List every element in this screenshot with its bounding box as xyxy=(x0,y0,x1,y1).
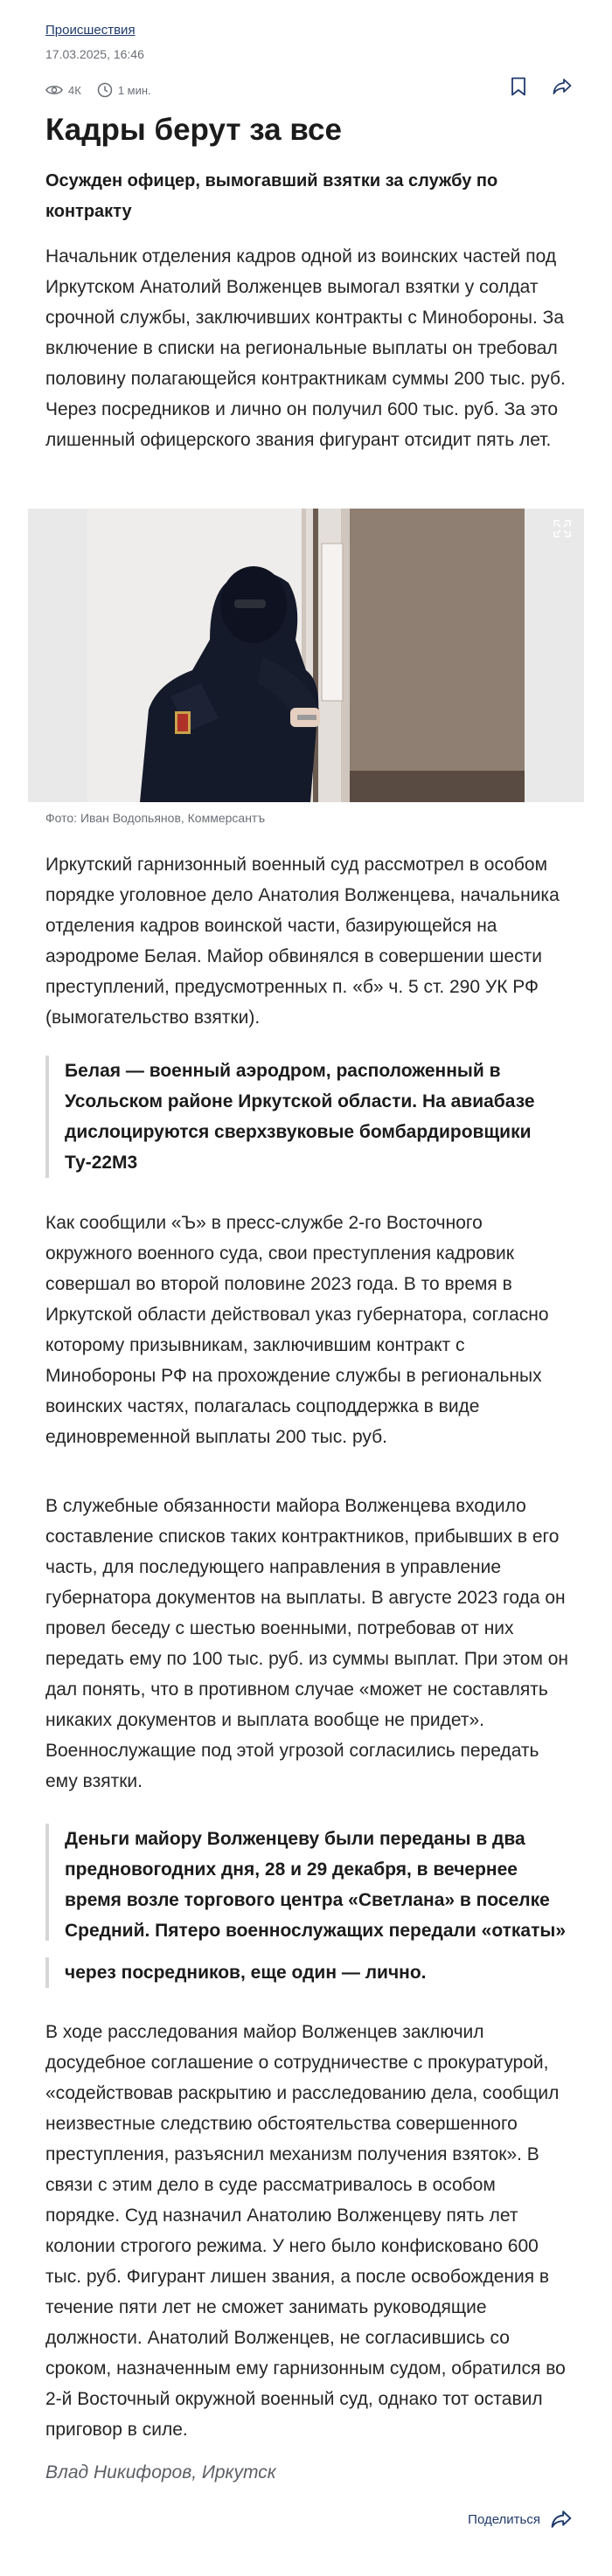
read-time-value: 1 мин. xyxy=(117,83,151,97)
share-button[interactable] xyxy=(468,2510,572,2529)
quote-block-1: Белая — военный аэродром, расположенный в Усольском районе Иркутской области. На авиабазе дислоцируются сверхзвуковые бомбардировщики Ту-22М3 xyxy=(45,1056,570,1178)
expand-icon xyxy=(553,519,572,538)
bookmark-icon xyxy=(511,77,526,96)
article-photo[interactable] xyxy=(28,509,584,802)
article-title: Кадры берут за все xyxy=(45,113,342,147)
article-stats xyxy=(45,82,167,98)
share-label: Поделиться xyxy=(468,2511,540,2527)
bookmark-button[interactable] xyxy=(511,77,526,96)
quote-block-2 xyxy=(45,1824,570,1941)
photo-caption: Фото: Иван Водопьянов, Коммерсантъ xyxy=(45,811,266,825)
views-value: 4К xyxy=(68,83,81,97)
share-top-button[interactable] xyxy=(553,78,572,95)
quote-2-repeat-text: через посредников, еще один — лично. xyxy=(65,1963,427,1983)
clock-icon xyxy=(97,82,113,98)
share-icon xyxy=(551,2510,572,2529)
article-tools xyxy=(484,77,572,96)
read-time xyxy=(97,82,151,98)
article-lead: Начальник отделения кадров одной из воинских частей под Иркутском Анатолий Волженцев вымогал взятки у солдат срочной службы, заключивших контракты с Минобороны. За включение в списки на региональные выплаты он требовал половину полагающейся контрактникам суммы 200 тыс. руб. Через посредников и лично он получил 600 тыс. руб. За это лишенный офицерского звания фигурант отсидит пять лет. xyxy=(45,246,566,450)
share-icon xyxy=(553,78,572,95)
views-counter xyxy=(45,84,81,97)
photo-illustration xyxy=(87,509,525,802)
paragraph-1: Иркутский гарнизонный военный суд рассмотрел в особом порядке уголовное дело Анатолия Волженцева, начальника отделения кадров воинской части, базирующейся на аэродроме Белая. Майор обвинялся в совершении шести преступлений, предусмотренных п. «б» ч. 5 ст. 290 УК РФ (вымогательство взятки). xyxy=(45,855,560,1028)
quote-block-2-continued xyxy=(45,1957,570,1988)
eye-icon xyxy=(45,84,63,96)
article-subtitle: Осужден офицер, вымогавший взятки за службу по контракту xyxy=(45,171,498,221)
paragraph-3: В служебные обязанности майора Волженцева входило составление списков таких контрактников, прибывших в его часть, для последующего направления в управление губернатора документов на выплаты. В августе 2023 года он провел беседу с шестью военными, потребовав от них передать ему по 100 тыс. руб. из суммы выплат. При этом он дал понять, что в противном случае «может не составлять никаких документов и выплата вообще не придет». Военнослужащие под этой угрозой согласились передать ему взятки. xyxy=(45,1496,569,1791)
publish-date: 17.03.2025, 16:46 xyxy=(45,47,144,61)
paragraph-2: Как сообщили «Ъ» в пресс-службе 2-го Восточного окружного военного суда, свои преступления кадровик совершал во второй половине 2023 года. В то время в Иркутской области действовал указ губернатора, согласно которому призывникам, заключившим контракт с Минобороны РФ на прохождение службы в региональных воинских частях, полагалась соцподдержка в виде единовременной выплаты 200 тыс. руб. xyxy=(45,1213,549,1447)
expand-photo-button[interactable] xyxy=(553,519,572,543)
rubric-link[interactable]: Происшествия xyxy=(45,23,136,38)
quote-2-text: Деньги майору Волженцеву были переданы в два предновогодних дня, 28 и 29 декабря, в вечернее время возле торгового центра «Светлана» в поселке Средний. Пятеро военнослужащих передали «откаты» xyxy=(65,1829,566,1941)
article-author: Влад Никифоров, Иркутск xyxy=(45,2462,276,2483)
paragraph-4: В ходе расследования майор Волженцев заключил досудебное соглашение о сотрудничестве с прокуратурой, «содействовав раскрытию и расследованию дела, сообщил неизвестные следствию обстоятельства совершенного преступления, разъяснил механизм получения взяток». В связи с этим дело в суде рассматривалось в особом порядке. Суд назначил Анатолию Волженцеву пять лет колонии строгого режима. У него было конфисковано 600 тыс. руб. Фигурант лишен звания, а после освобождения в течение пяти лет не сможет занимать руководящие должности. Анатолий Волженцев, не согласившись со сроком, назначенным ему гарнизонным судом, обратился во 2-й Восточный окружной военный суд, однако тот оставил приговор в силе. xyxy=(45,2022,566,2440)
photo-image xyxy=(87,509,525,802)
